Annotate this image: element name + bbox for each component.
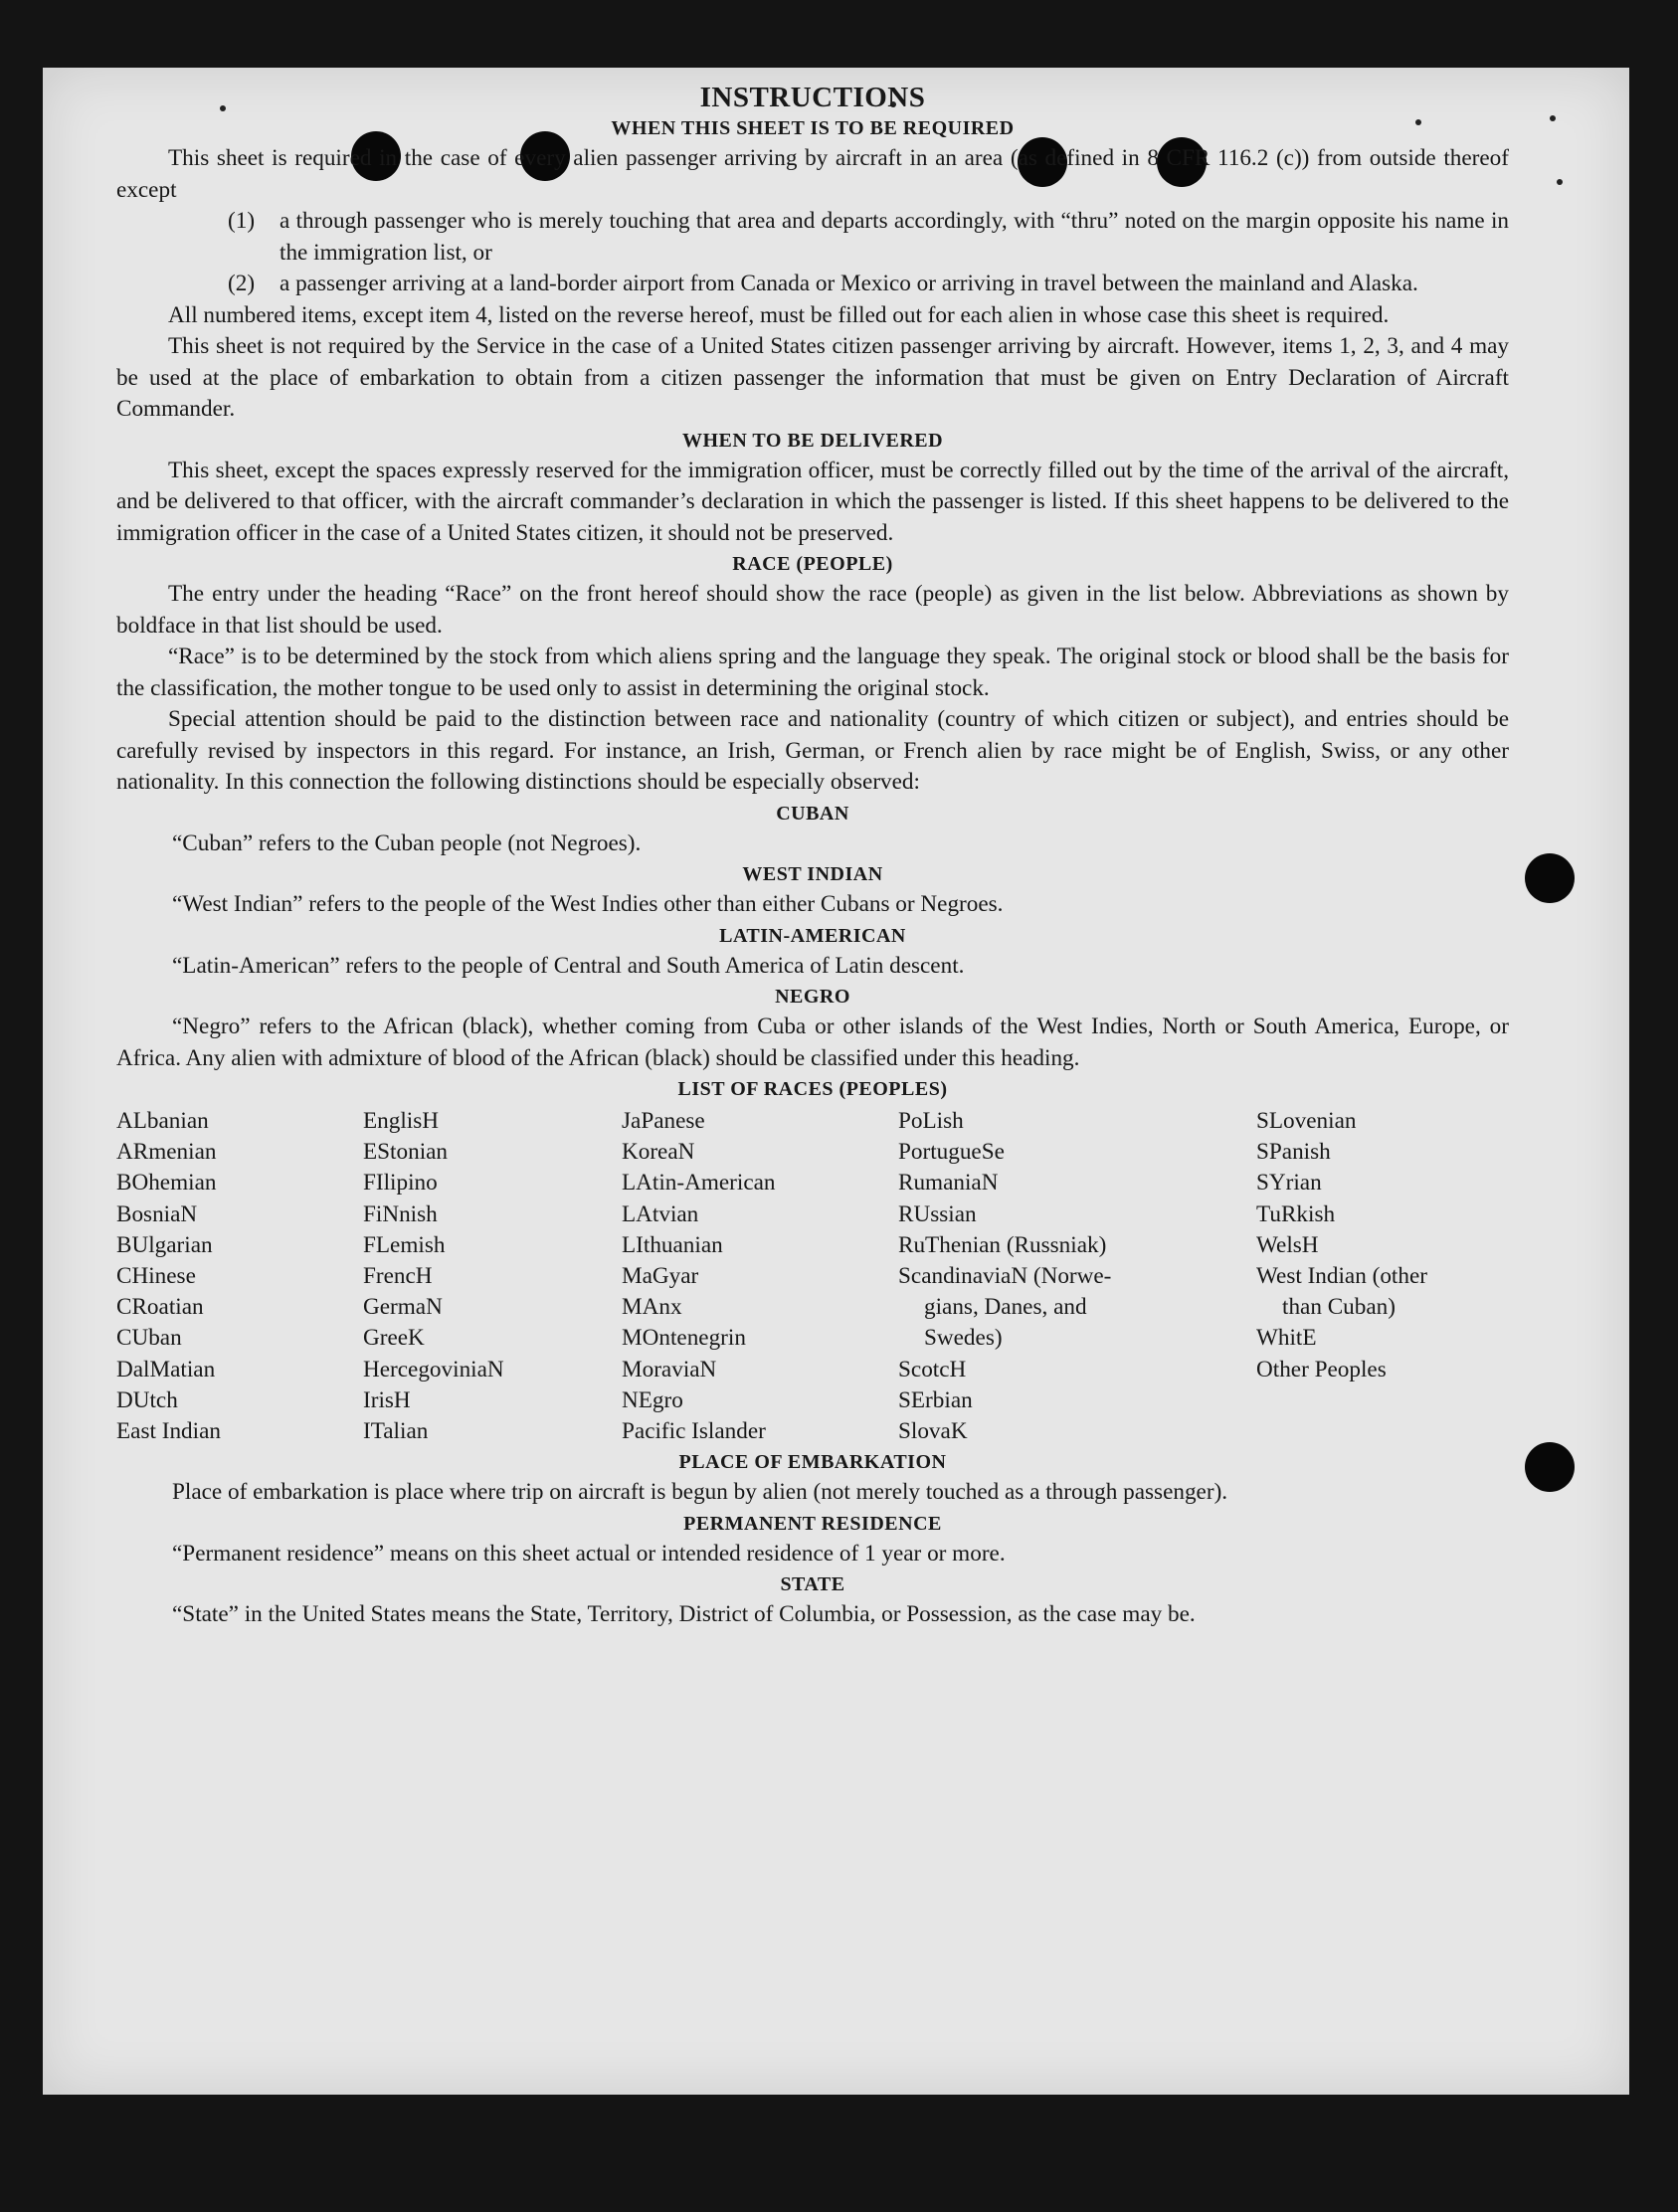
page-title: INSTRUCTIONS (699, 82, 926, 113)
race-entry: ScotcH (898, 1356, 967, 1382)
race-entry-continued: Swedes) (924, 1325, 1003, 1352)
item-number: (2) (228, 271, 256, 296)
cuban-definition: “Cuban” refers to the Cuban people (not Negroes). (172, 830, 642, 856)
race-entry: CHinese (116, 1263, 196, 1290)
races-column-1 (116, 1106, 363, 1447)
race-entry: KoreaN (622, 1139, 695, 1166)
race-entry: GermaN (363, 1294, 443, 1321)
heading-west-indian: WEST INDIAN (742, 863, 883, 885)
race-entry: MaGyar (622, 1263, 699, 1290)
race-entry: WhitE (1256, 1325, 1317, 1352)
race-entry: CRoatian (116, 1294, 204, 1321)
race-entry: IrisH (363, 1386, 411, 1413)
heading-state: STATE (780, 1573, 845, 1596)
race-entry-continued: gians, Danes, and (924, 1294, 1087, 1321)
race-entry: ALbanian (116, 1108, 209, 1134)
race-entry: RuThenian (Russniak) (898, 1231, 1107, 1258)
heading-cuban: CUBAN (776, 802, 849, 825)
race-entry: RUssian (898, 1200, 977, 1227)
race-entry: ScandinaviaN (Norwe- (898, 1263, 1112, 1290)
item-number: (1) (228, 208, 256, 234)
when-delivered-text: This sheet, except the spaces expressly reserved for the immigration officer, must be correctly filled out by the time of the arrival of the aircraft, and be delivered to that officer, with the aircraft commander’s declaration in which the passenger is listed. If this sheet happens to be delivered to the immigration officer in the case of a United States citizen, it should not be preserved. (116, 457, 1509, 546)
race-entry: PortugueSe (898, 1139, 1005, 1166)
race-entry: JaPanese (622, 1108, 705, 1134)
race-entry: SlovaK (898, 1418, 968, 1445)
races-list (116, 1106, 1509, 1447)
race-entry: LAtvian (622, 1200, 699, 1227)
heading-list-of-races: LIST OF RACES (PEOPLES) (677, 1078, 948, 1100)
heading-race: RACE (PEOPLE) (732, 553, 893, 575)
race-entry: NEgro (622, 1386, 683, 1413)
race-entry: FiNnish (363, 1200, 438, 1227)
heading-place-of-embarkation: PLACE OF EMBARKATION (678, 1451, 947, 1474)
race-entry: FIlipino (363, 1170, 438, 1197)
permanent-residence-definition: “Permanent residence” means on this sheet actual or intended residence of 1 year or more. (172, 1540, 1006, 1567)
race-entry: WelsH (1256, 1231, 1319, 1258)
heading-when-required: WHEN THIS SHEET IS TO BE REQUIRED (611, 117, 1015, 139)
race-entry: SYrian (1256, 1170, 1322, 1197)
races-column-5 (1256, 1106, 1509, 1447)
item-text: a through passenger who is merely touching that area and departs accordingly, with “thru” noted on the margin opposite his name in the immigration list, or (280, 208, 1509, 266)
race-entry: DalMatian (116, 1356, 216, 1382)
race-entry: SErbian (898, 1386, 973, 1413)
heading-permanent-residence: PERMANENT RESIDENCE (683, 1512, 942, 1535)
race-entry: SPanish (1256, 1139, 1331, 1166)
races-column-3 (622, 1106, 898, 1447)
exception-item-2 (116, 269, 1509, 300)
race-entry: RumaniaN (898, 1170, 999, 1197)
exception-item-1 (116, 206, 1509, 269)
negro-definition: “Negro” refers to the African (black), whether coming from Cuba or other islands of the West Indies, North or South America, Europe, or Africa. Any alien with admixture of blood of the African (black) should be classified under this heading. (116, 1014, 1509, 1071)
place-of-embarkation-definition: Place of embarkation is place where trip on aircraft is begun by alien (not merely touched as a through passenger). (172, 1479, 1228, 1506)
race-entry: West Indian (other (1256, 1263, 1427, 1290)
race-entry: BOhemian (116, 1170, 217, 1197)
race-entry: ITalian (363, 1418, 429, 1445)
race-entry: BUlgarian (116, 1231, 213, 1258)
race-entry: Other Peoples (1256, 1356, 1387, 1382)
race-entry: PoLish (898, 1108, 964, 1134)
state-definition: “State” in the United States means the State, Territory, District of Columbia, or Possession, as the case may be. (172, 1601, 1196, 1628)
when-required-intro: This sheet is required in the case of every alien passenger arriving by aircraft in an area (as defined in 8 CFR 116.2 (c)) from outside thereof except (116, 145, 1509, 203)
race-entry-continued: than Cuban) (1282, 1294, 1396, 1321)
race-entry: CUban (116, 1325, 182, 1352)
race-entry: FLemish (363, 1231, 446, 1258)
races-column-4 (898, 1106, 1256, 1447)
latin-american-definition: “Latin-American” refers to the people of Central and South America of Latin descent. (172, 952, 965, 979)
races-column-2 (363, 1106, 622, 1447)
race-entry: ARmenian (116, 1139, 217, 1166)
instructions-content (116, 80, 1509, 1631)
race-entry: BosniaN (116, 1200, 198, 1227)
race-entry: LIthuanian (622, 1231, 723, 1258)
citizen-paragraph: This sheet is not required by the Service in the case of a United States citizen passenger arriving by aircraft. However, items 1, 2, 3, and 4 may be used at the place of embarkation to obtain from a citizen passenger the information that must be given on Entry Declaration of Aircraft Commander. (116, 333, 1509, 422)
race-entry: MoraviaN (622, 1356, 717, 1382)
race-entry: GreeK (363, 1325, 425, 1352)
race-entry: East Indian (116, 1418, 221, 1445)
heading-when-delivered: WHEN TO BE DELIVERED (681, 429, 944, 452)
race-paragraph-3: Special attention should be paid to the distinction between race and nationality (country of which citizen or subject), and entries should be carefully revised by inspectors in this regard. For instance, an Irish, German, or French alien by race might be of English, Swiss, or any other nationality. In this connection the following distinctions should be especially observed: (116, 706, 1509, 795)
race-entry: FrencH (363, 1263, 433, 1290)
speck (1550, 115, 1556, 121)
race-entry: Pacific Islander (622, 1418, 766, 1445)
punch-hole (1525, 1442, 1575, 1492)
race-entry: DUtch (116, 1386, 178, 1413)
race-paragraph-2: “Race” is to be determined by the stock from which aliens spring and the language they speak. The original stock or blood shall be the basis for the classification, the mother tongue to be used only to assist in determining the original stock. (116, 644, 1509, 701)
race-entry: TuRkish (1256, 1200, 1336, 1227)
heading-negro: NEGRO (775, 986, 850, 1008)
race-entry: MAnx (622, 1294, 682, 1321)
race-entry: EnglisH (363, 1108, 440, 1134)
item-text: a passenger arriving at a land-border airport from Canada or Mexico or arriving in travel between the mainland and Alaska. (280, 271, 1418, 296)
heading-latin-american: LATIN-AMERICAN (719, 924, 906, 947)
punch-hole (1525, 853, 1575, 903)
race-entry: LAtin-American (622, 1170, 776, 1197)
race-entry: HercegoviniaN (363, 1356, 504, 1382)
speck (1557, 179, 1563, 185)
west-indian-definition: “West Indian” refers to the people of the West Indies other than either Cubans or Negroes. (172, 891, 1004, 917)
race-entry: EStonian (363, 1139, 449, 1166)
race-paragraph-1: The entry under the heading “Race” on the front hereof should show the race (people) as given in the list below. Abbreviations as shown by boldface in that list should be used. (116, 581, 1509, 639)
race-entry: MOntenegrin (622, 1325, 746, 1352)
race-entry: SLovenian (1256, 1108, 1357, 1134)
numbered-items-paragraph: All numbered items, except item 4, listed on the reverse hereof, must be filled out for each alien in whose case this sheet is required. (168, 301, 1390, 328)
